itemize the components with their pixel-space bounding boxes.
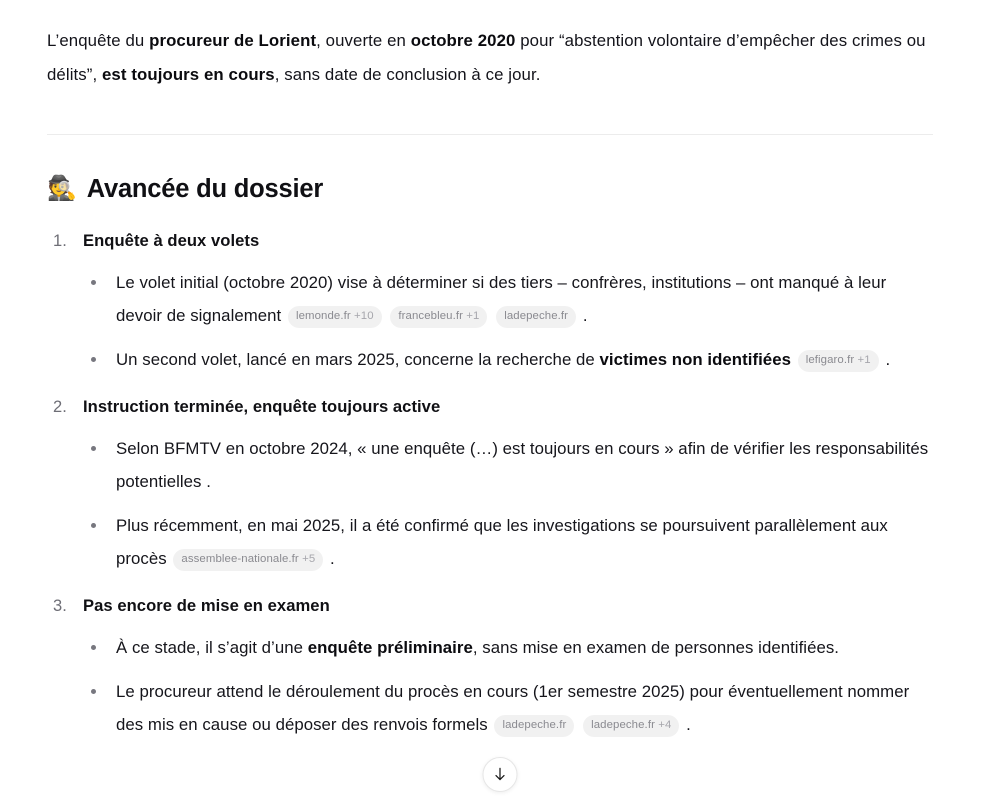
body-text [791,350,796,369]
arrow-down-icon [492,766,509,783]
section-heading-text: Avancée du dossier [86,175,324,203]
body-text: , sans date de conclusion à ce jour. [274,65,541,84]
body-text: Le procureur attend le déroulement du procès en cours (1er semestre 2025) pour éventuellement nommer des mis en cause ou déposer des renvois formels [116,681,910,734]
bullet-item [83,432,934,498]
citation-source: ladepeche.fr [591,718,655,731]
citation-source: assemblee-nationale.fr [181,552,299,565]
citation-chip[interactable] [173,549,323,571]
citation-chip[interactable] [798,350,879,372]
body-text: Selon BFMTV en octobre 2024, « une enquête (…) est toujours en cours » afin de vérifier les responsabilités potentielles [116,438,929,491]
body-text: Un second volet, lancé en mars 2025, concerne la recherche de [116,349,600,369]
bullet-item [83,631,934,664]
section-heading [47,174,934,205]
bullet-trailing-punctuation: . [885,349,891,369]
bullet-trailing-punctuation: . [330,548,335,568]
bullet-trailing-punctuation: . [582,305,588,325]
body-text: Le volet initial (octobre 2020) vise à déterminer si des tiers – confrères, institutions – ont manqué à leur devoir de signalement [116,272,887,325]
bullet-list [83,432,934,575]
emphasis-text: victimes non identifiées [599,349,791,369]
citation-source: ladepeche.fr [502,718,567,731]
bullet-trailing-punctuation: . [206,471,211,491]
citation-source: ladepeche.fr [504,309,569,322]
bullet-item [83,509,934,575]
section-divider [47,134,933,135]
emphasis-text: procureur de Lorient [149,31,317,50]
steps-list [47,227,934,741]
body-text: L’enquête du [47,31,150,50]
citation-more-count: +1 [854,353,871,366]
bullet-item [83,343,934,376]
body-text: pour “abstention volontaire d’empêcher des crimes ou délits”, [47,31,926,84]
bullet-item [83,675,934,741]
bullet-item [83,266,934,332]
emphasis-text: octobre 2020 [410,31,516,50]
citation-more-count: +10 [350,309,374,322]
citation-more-count: +5 [298,552,316,565]
citation-chip[interactable] [494,715,574,737]
citation-chip[interactable] [288,306,382,328]
citation-source: lefigaro.fr [805,353,855,366]
step-item [47,592,934,741]
citation-source: lemonde.fr [295,309,351,322]
bullet-list [83,631,934,741]
citation-chip[interactable] [390,306,487,328]
bullet-list [83,266,934,376]
citation-chip[interactable] [583,715,679,737]
emphasis-text: est toujours en cours [102,65,275,84]
citation-chip[interactable] [496,306,576,328]
step-title: Pas encore de mise en examen [83,595,330,615]
bullet-trailing-punctuation: . [686,714,691,734]
body-text: À ce stade, il s’agit d’une [116,637,308,657]
citation-more-count: +4 [654,718,672,731]
step-title: Instruction terminée, enquête toujours active [83,396,441,416]
body-text: Plus récemment, en mai 2025, il a été confirmé que les investigations se poursuivent parallèlement aux procès [116,515,888,568]
body-text: , ouverte en [316,31,411,50]
emphasis-text: enquête préliminaire [307,637,473,657]
step-item [47,227,934,376]
step-title: Enquête à deux volets [83,230,260,250]
detective-emoji: 🕵️ [47,175,77,203]
intro-paragraph [47,24,933,92]
body-text: , sans mise en examen de personnes identifiées. [472,637,839,657]
step-item [47,393,934,575]
scroll-down-button[interactable] [483,757,518,792]
citation-more-count: +1 [463,309,480,322]
citation-source: francebleu.fr [398,309,464,322]
